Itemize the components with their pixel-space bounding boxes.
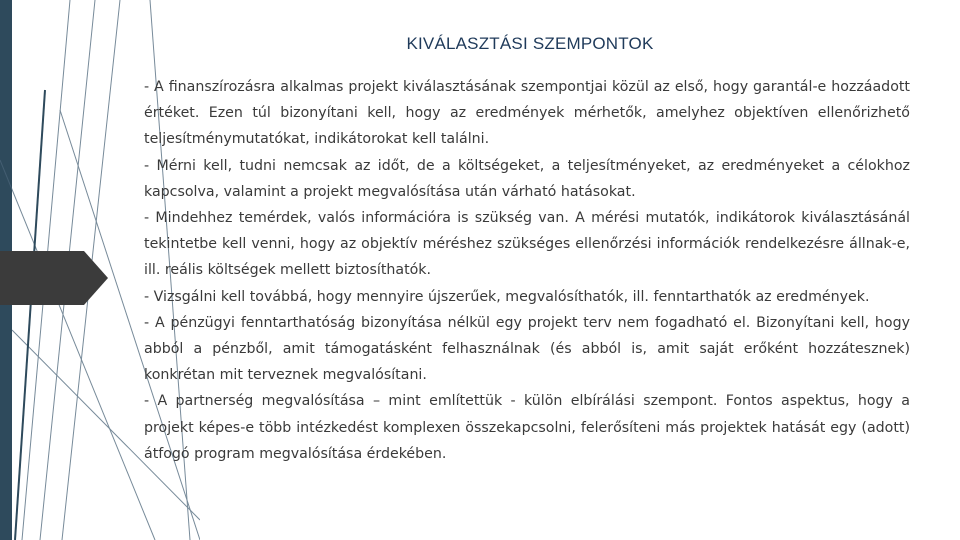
- arrow-shape-icon: [0, 248, 110, 308]
- body-text: [144, 74, 910, 467]
- paragraph-value-added: - A finanszírozásra alkalmas projekt kiválasztásának szempontjai közül az első, hogy garantál-e hozzáadott értéket. Ezen túl bizonyítani kell, hogy az eredmények mérhetők, amelyhez objektíven ellenőrizhető teljesítménymutatókat, indikátorokat kell találni.: [144, 79, 910, 148]
- paragraph-partnership: - A partnerség megvalósítása – mint említettük - külön elbírálási szempont. Fontos aspektus, hogy a projekt képes-e több intézkedést komplexen összekapcsolni, felerősíteni más projektek hatását egy (adott) átfogó program megvalósítása érdekében.: [144, 393, 910, 462]
- slide-title: KIVÁLASZTÁSI SZEMPONTOK: [406, 34, 654, 53]
- paragraph-financial: - A pénzügyi fenntarthatóság bizonyítása nélkül egy projekt terv nem fogadható el. Bizonyítani kell, hogy abból a pénzből, amit támogatásként felhasználnak (és abból is, amit saját erőként hozzátesznek) konkrétan mit terveznek megvalósítani.: [144, 314, 910, 384]
- paragraph-information: - Mindehhez temérdek, valós információra is szükség van. A mérési mutatók, indikátorok kiválasztásánál tekintetbe kell venni, hogy az objektív méréshez szükséges ellenőrzési információk rendelkezésre állnak-e, ill. reális költségek mellett biztosíthatók.: [144, 210, 910, 279]
- paragraph-measurement: - Mérni kell, tudni nemcsak az időt, de a költségeket, a teljesítményeket, az eredményeket a célokhoz kapcsolva, valamint a projekt megvalósítása után várható hatásokat.: [144, 157, 910, 200]
- paragraph-sustainability: - Vizsgálni kell továbbá, hogy mennyire újszerűek, megvalósíthatók, ill. fenntarthatók az eredmények.: [144, 288, 870, 305]
